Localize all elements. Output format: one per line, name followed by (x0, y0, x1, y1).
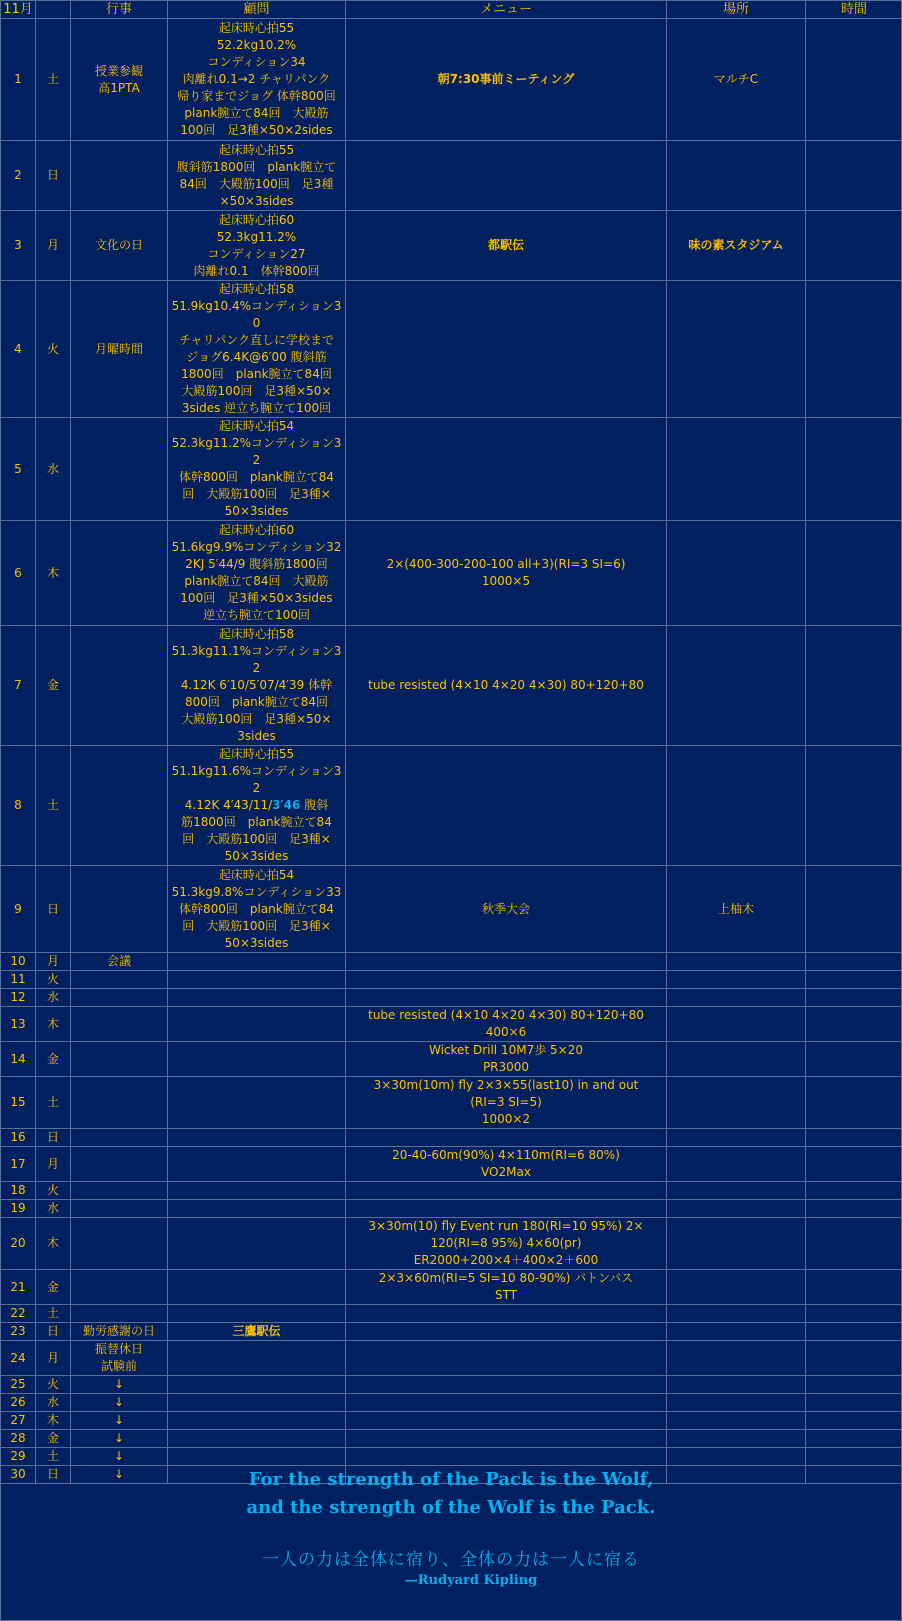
day-row (1, 1129, 902, 1147)
menu-cell[interactable]: 3×30m(10m) fly 2×3×55(last10) in and out (RI=3 SI=5) 1000×2 (346, 1077, 667, 1129)
header-menu[interactable]: メニュー (346, 1, 667, 19)
menu-cell[interactable] (346, 1200, 667, 1218)
day-row (1, 1147, 902, 1182)
menu-cell[interactable] (346, 1376, 667, 1394)
day-row (1, 1270, 902, 1305)
header-time[interactable]: 時間 (806, 1, 902, 19)
place-cell[interactable] (667, 1341, 806, 1376)
day-row (1, 1042, 902, 1077)
day-row (1, 1323, 902, 1341)
quote-english-line-1: For the strength of the Pack is the Wolf, (248, 1469, 654, 1490)
weekday-cell[interactable]: 金 (36, 626, 71, 746)
place-cell[interactable] (667, 953, 806, 971)
menu-cell[interactable]: 3×30m(10) fly Event run 180(RI=10 95%) 2× 120(RI=8 95%) 4×60(pr) ER2000+200×4＋400×2＋600 (346, 1218, 667, 1270)
day-cell[interactable]: 21 (1, 1270, 36, 1305)
quote-author: —Rudyard Kipling (404, 1573, 538, 1588)
event-cell[interactable] (71, 521, 168, 626)
menu-cell[interactable] (346, 989, 667, 1007)
advisor-cell[interactable] (168, 1394, 346, 1412)
event-cell[interactable]: 月曜時間 (71, 281, 168, 418)
time-cell[interactable] (806, 1042, 902, 1077)
event-cell[interactable] (71, 989, 168, 1007)
place-cell[interactable] (667, 1412, 806, 1430)
menu-cell[interactable]: tube resisted (4×10 4×20 4×30) 80+120+80 (346, 626, 667, 746)
advisor-cell[interactable] (168, 989, 346, 1007)
day-row (1, 1200, 902, 1218)
weekday-cell[interactable]: 日 (36, 1129, 71, 1147)
event-cell[interactable] (71, 1147, 168, 1182)
event-cell[interactable]: ↓ (71, 1376, 168, 1394)
day-cell[interactable]: 24 (1, 1341, 36, 1376)
event-cell[interactable] (71, 1077, 168, 1129)
menu-cell[interactable] (346, 971, 667, 989)
event-cell[interactable]: ↓ (71, 1394, 168, 1412)
day-cell[interactable]: 3 (1, 211, 36, 281)
day-cell[interactable]: 22 (1, 1305, 36, 1323)
place-cell[interactable] (667, 1430, 806, 1448)
place-cell[interactable] (667, 418, 806, 521)
day-cell[interactable]: 11 (1, 971, 36, 989)
place-cell[interactable] (667, 1007, 806, 1042)
day-cell[interactable]: 26 (1, 1394, 36, 1412)
day-row (1, 989, 902, 1007)
place-cell[interactable] (667, 1323, 806, 1341)
place-cell[interactable] (667, 521, 806, 626)
advisor-cell[interactable] (168, 1182, 346, 1200)
menu-cell[interactable] (346, 1341, 667, 1376)
day-row (1, 19, 902, 141)
day-cell[interactable]: 5 (1, 418, 36, 521)
advisor-cell[interactable] (168, 1376, 346, 1394)
day-row (1, 1430, 902, 1448)
quote-japanese: 一人の力は全体に宿り、全体の力は一人に宿る (262, 1550, 640, 1570)
time-cell[interactable] (806, 1323, 902, 1341)
menu-cell[interactable]: Wicket Drill 10M7歩 5×20 PR3000 (346, 1042, 667, 1077)
place-cell[interactable] (667, 1200, 806, 1218)
advisor-cell[interactable] (168, 1129, 346, 1147)
event-cell[interactable] (71, 1182, 168, 1200)
place-cell[interactable] (667, 1376, 806, 1394)
day-cell[interactable]: 20 (1, 1218, 36, 1270)
weekday-cell[interactable]: 土 (36, 1305, 71, 1323)
weekday-cell[interactable]: 土 (36, 1077, 71, 1129)
day-cell[interactable]: 30 (1, 1466, 36, 1484)
advisor-cell[interactable] (168, 1077, 346, 1129)
day-row (1, 1182, 902, 1200)
menu-cell[interactable] (346, 1305, 667, 1323)
event-cell[interactable] (71, 418, 168, 521)
menu-cell[interactable] (346, 1394, 667, 1412)
event-cell[interactable] (71, 971, 168, 989)
day-cell[interactable]: 1 (1, 19, 36, 141)
day-row (1, 141, 902, 211)
event-cell[interactable]: 会議 (71, 953, 168, 971)
place-cell[interactable] (667, 626, 806, 746)
event-cell[interactable]: ↓ (71, 1466, 168, 1484)
weekday-cell[interactable]: 日 (36, 1323, 71, 1341)
place-cell[interactable] (667, 1218, 806, 1270)
time-cell[interactable] (806, 418, 902, 521)
weekday-cell[interactable]: 金 (36, 1270, 71, 1305)
menu-cell[interactable]: tube resisted (4×10 4×20 4×30) 80+120+80 400×6 (346, 1007, 667, 1042)
time-cell[interactable] (806, 1200, 902, 1218)
weekday-cell[interactable]: 日 (36, 141, 71, 211)
advisor-cell[interactable]: 起床時心拍60 52.3kg11.2% コンディション27 肉離れ0.1 体幹800回 (168, 211, 346, 281)
advisor-cell[interactable]: 起床時心拍54 52.3kg11.2%コンディション32 体幹800回 plank腕立て84 回 大殿筋100回 足3種× 50×3sides (168, 418, 346, 521)
place-cell[interactable] (667, 989, 806, 1007)
weekday-cell[interactable]: 火 (36, 281, 71, 418)
place-cell[interactable] (667, 1042, 806, 1077)
event-cell[interactable] (71, 626, 168, 746)
place-cell[interactable] (667, 971, 806, 989)
day-row (1, 1218, 902, 1270)
menu-cell[interactable] (346, 953, 667, 971)
place-cell[interactable] (667, 1270, 806, 1305)
quote-english-line-2: and the strength of the Wolf is the Pack. (246, 1497, 656, 1518)
advisor-cell[interactable] (168, 1147, 346, 1182)
time-cell[interactable] (806, 746, 902, 866)
place-cell[interactable] (667, 141, 806, 211)
time-cell[interactable] (806, 1270, 902, 1305)
day-cell[interactable]: 12 (1, 989, 36, 1007)
advisor-cell[interactable] (168, 1430, 346, 1448)
time-cell[interactable] (806, 1430, 902, 1448)
weekday-cell[interactable]: 金 (36, 1430, 71, 1448)
menu-cell[interactable] (346, 418, 667, 521)
event-cell[interactable] (71, 1218, 168, 1270)
event-cell[interactable] (71, 1305, 168, 1323)
weekday-cell[interactable]: 金 (36, 1042, 71, 1077)
day-row (1, 1376, 902, 1394)
time-cell[interactable] (806, 1077, 902, 1129)
place-cell[interactable] (667, 1394, 806, 1412)
menu-cell[interactable]: 秋季大会 (346, 866, 667, 953)
day-cell[interactable]: 7 (1, 626, 36, 746)
event-cell[interactable]: ↓ (71, 1430, 168, 1448)
menu-cell[interactable] (346, 1182, 667, 1200)
day-row (1, 953, 902, 971)
day-cell[interactable]: 25 (1, 1376, 36, 1394)
weekday-cell[interactable]: 日 (36, 866, 71, 953)
day-row (1, 211, 902, 281)
weekday-cell[interactable]: 土 (36, 746, 71, 866)
time-cell[interactable] (806, 281, 902, 418)
day-cell[interactable]: 16 (1, 1129, 36, 1147)
event-cell[interactable]: ↓ (71, 1448, 168, 1466)
place-cell[interactable] (667, 1129, 806, 1147)
menu-cell[interactable] (346, 281, 667, 418)
day-cell[interactable]: 8 (1, 746, 36, 866)
day-cell[interactable]: 6 (1, 521, 36, 626)
advisor-cell[interactable]: 起床時心拍60 51.6kg9.9%コンディション32 2KJ 5′44/9 腹斜筋1800回 plank腕立て84回 大殿筋 100回 足3種×50×3sides 逆立ち腕立て100回 (168, 521, 346, 626)
time-cell[interactable] (806, 1007, 902, 1042)
weekday-cell[interactable]: 月 (36, 1341, 71, 1376)
weekday-cell[interactable]: 木 (36, 521, 71, 626)
weekday-cell[interactable]: 土 (36, 19, 71, 141)
weekday-cell[interactable]: 水 (36, 1200, 71, 1218)
day-row (1, 1412, 902, 1430)
header-advisor[interactable]: 顧問 (168, 1, 346, 19)
menu-cell[interactable] (346, 1412, 667, 1430)
day-cell[interactable]: 27 (1, 1412, 36, 1430)
advisor-cell[interactable]: 起床時心拍54 51.3kg9.8%コンディション33 体幹800回 plank腕立て84 回 大殿筋100回 足3種× 50×3sides (168, 866, 346, 953)
place-cell[interactable]: 味の素スタジアム (667, 211, 806, 281)
day-row (1, 746, 902, 866)
menu-cell[interactable]: 20-40-60m(90%) 4×110m(RI=6 80%) VO2Max (346, 1147, 667, 1182)
menu-cell[interactable] (346, 141, 667, 211)
place-cell[interactable]: 上柚木 (667, 866, 806, 953)
event-cell[interactable] (71, 1007, 168, 1042)
day-row (1, 971, 902, 989)
place-cell[interactable]: マルチC (667, 19, 806, 141)
advisor-cell[interactable] (168, 1218, 346, 1270)
advisor-cell[interactable]: 起床時心拍58 51.3kg11.1%コンディション32 4.12K 6′10/5′07/4′39 体幹 800回 plank腕立て84回 大殿筋100回 足3種×50× 3sides (168, 626, 346, 746)
day-row (1, 418, 902, 521)
day-cell[interactable]: 15 (1, 1077, 36, 1129)
place-cell[interactable] (667, 1182, 806, 1200)
day-row (1, 1394, 902, 1412)
day-row (1, 866, 902, 953)
menu-cell[interactable] (346, 1129, 667, 1147)
weekday-cell[interactable]: 木 (36, 1007, 71, 1042)
weekday-cell[interactable]: 土 (36, 1448, 71, 1466)
event-cell[interactable] (71, 1270, 168, 1305)
day-row (1, 1007, 902, 1042)
day-cell[interactable]: 23 (1, 1323, 36, 1341)
menu-cell[interactable] (346, 1323, 667, 1341)
event-cell[interactable]: 勤労感謝の日 (71, 1323, 168, 1341)
place-cell[interactable] (667, 1305, 806, 1323)
day-row (1, 626, 902, 746)
weekday-cell[interactable]: 月 (36, 211, 71, 281)
advisor-cell[interactable] (168, 1270, 346, 1305)
event-cell[interactable] (71, 1129, 168, 1147)
day-row (1, 1341, 902, 1376)
menu-cell[interactable]: 2×3×60m(RI=5 SI=10 80-90%) バトンパス STT (346, 1270, 667, 1305)
event-cell[interactable] (71, 746, 168, 866)
menu-cell[interactable]: 2×(400-300-200-100 all+3)(RI=3 SI=6) 1000×5 (346, 521, 667, 626)
quote-block (0, 1458, 902, 1621)
event-cell[interactable] (71, 141, 168, 211)
time-cell[interactable] (806, 866, 902, 953)
day-cell[interactable]: 9 (1, 866, 36, 953)
advisor-cell[interactable] (168, 1412, 346, 1430)
place-cell[interactable] (667, 746, 806, 866)
header-place[interactable]: 場所 (667, 1, 806, 19)
time-cell[interactable] (806, 971, 902, 989)
advisor-cell[interactable] (168, 953, 346, 971)
advisor-cell[interactable] (168, 1007, 346, 1042)
weekday-cell[interactable]: 月 (36, 1147, 71, 1182)
advisor-cell[interactable] (168, 1200, 346, 1218)
time-cell[interactable] (806, 521, 902, 626)
time-cell[interactable] (806, 953, 902, 971)
event-cell[interactable]: 文化の日 (71, 211, 168, 281)
event-cell[interactable] (71, 866, 168, 953)
place-cell[interactable] (667, 281, 806, 418)
day-cell[interactable]: 4 (1, 281, 36, 418)
advisor-cell[interactable]: 起床時心拍55 52.2kg10.2% コンディション34 肉離れ0.1→2 チャリパンク 帰り家までジョグ 体幹800回 plank腕立て84回 大殿筋 100回 足3種×50×2sides (168, 19, 346, 141)
place-cell[interactable] (667, 1147, 806, 1182)
header-month[interactable]: 11月 (1, 1, 36, 19)
place-cell[interactable] (667, 1077, 806, 1129)
advisor-cell[interactable] (168, 1341, 346, 1376)
advisor-cell[interactable]: 三鷹駅伝 (168, 1323, 346, 1341)
weekday-cell[interactable]: 月 (36, 953, 71, 971)
weekday-cell[interactable]: 木 (36, 1218, 71, 1270)
day-cell[interactable]: 10 (1, 953, 36, 971)
time-cell[interactable] (806, 1305, 902, 1323)
advisor-cell[interactable]: 起床時心拍55 51.1kg11.6%コンディション32 4.12K 4′43/11/3′46 腹斜 筋1800回 plank腕立て84 回 大殿筋100回 足3種× 50×3sides (168, 746, 346, 866)
weekday-cell[interactable]: 日 (36, 1466, 71, 1484)
day-cell[interactable]: 13 (1, 1007, 36, 1042)
time-cell[interactable] (806, 1182, 902, 1200)
time-cell[interactable] (806, 1218, 902, 1270)
menu-cell[interactable] (346, 746, 667, 866)
weekday-cell[interactable]: 木 (36, 1412, 71, 1430)
weekday-cell[interactable]: 火 (36, 971, 71, 989)
time-cell[interactable] (806, 626, 902, 746)
time-cell[interactable] (806, 1129, 902, 1147)
day-cell[interactable]: 29 (1, 1448, 36, 1466)
advisor-cell[interactable]: 起床時心拍58 51.9kg10.4%コンディション30 チャリパンク直しに学校まで ジョグ6.4K@6′00 腹斜筋 1800回 plank腕立て84回 大殿筋100回 足3種×50× 3sides 逆立ち腕立て100回 (168, 281, 346, 418)
time-cell[interactable] (806, 141, 902, 211)
menu-cell[interactable]: 都駅伝 (346, 211, 667, 281)
menu-cell[interactable] (346, 1430, 667, 1448)
time-cell[interactable] (806, 1394, 902, 1412)
day-row (1, 521, 902, 626)
event-cell[interactable]: 振替休日 試験前 (71, 1341, 168, 1376)
weekday-cell[interactable]: 火 (36, 1376, 71, 1394)
advisor-cell[interactable] (168, 1042, 346, 1077)
time-cell[interactable] (806, 1341, 902, 1376)
time-cell[interactable] (806, 989, 902, 1007)
weekday-cell[interactable]: 火 (36, 1182, 71, 1200)
event-cell[interactable]: 授業参観 高1PTA (71, 19, 168, 141)
weekday-cell[interactable]: 水 (36, 418, 71, 521)
weekday-cell[interactable]: 水 (36, 989, 71, 1007)
time-cell[interactable] (806, 1376, 902, 1394)
advisor-cell[interactable]: 起床時心拍55 腹斜筋1800回 plank腕立て 84回 大殿筋100回 足3種 ×50×3sides (168, 141, 346, 211)
day-row (1, 1077, 902, 1129)
day-cell[interactable]: 14 (1, 1042, 36, 1077)
event-cell[interactable] (71, 1200, 168, 1218)
day-row (1, 1305, 902, 1323)
day-cell[interactable]: 28 (1, 1430, 36, 1448)
day-cell[interactable]: 2 (1, 141, 36, 211)
time-cell[interactable] (806, 19, 902, 141)
day-cell[interactable]: 17 (1, 1147, 36, 1182)
advisor-cell[interactable] (168, 971, 346, 989)
header-event[interactable]: 行事 (71, 1, 168, 19)
day-cell[interactable]: 18 (1, 1182, 36, 1200)
event-cell[interactable] (71, 1042, 168, 1077)
event-cell[interactable]: ↓ (71, 1412, 168, 1430)
header-row (1, 1, 902, 19)
advisor-cell[interactable] (168, 1305, 346, 1323)
menu-cell[interactable]: 朝7:30事前ミーティング (346, 19, 667, 141)
time-cell[interactable] (806, 211, 902, 281)
time-cell[interactable] (806, 1412, 902, 1430)
day-row (1, 281, 902, 418)
time-cell[interactable] (806, 1147, 902, 1182)
header-weekday[interactable] (36, 1, 71, 19)
day-cell[interactable]: 19 (1, 1200, 36, 1218)
weekday-cell[interactable]: 水 (36, 1394, 71, 1412)
